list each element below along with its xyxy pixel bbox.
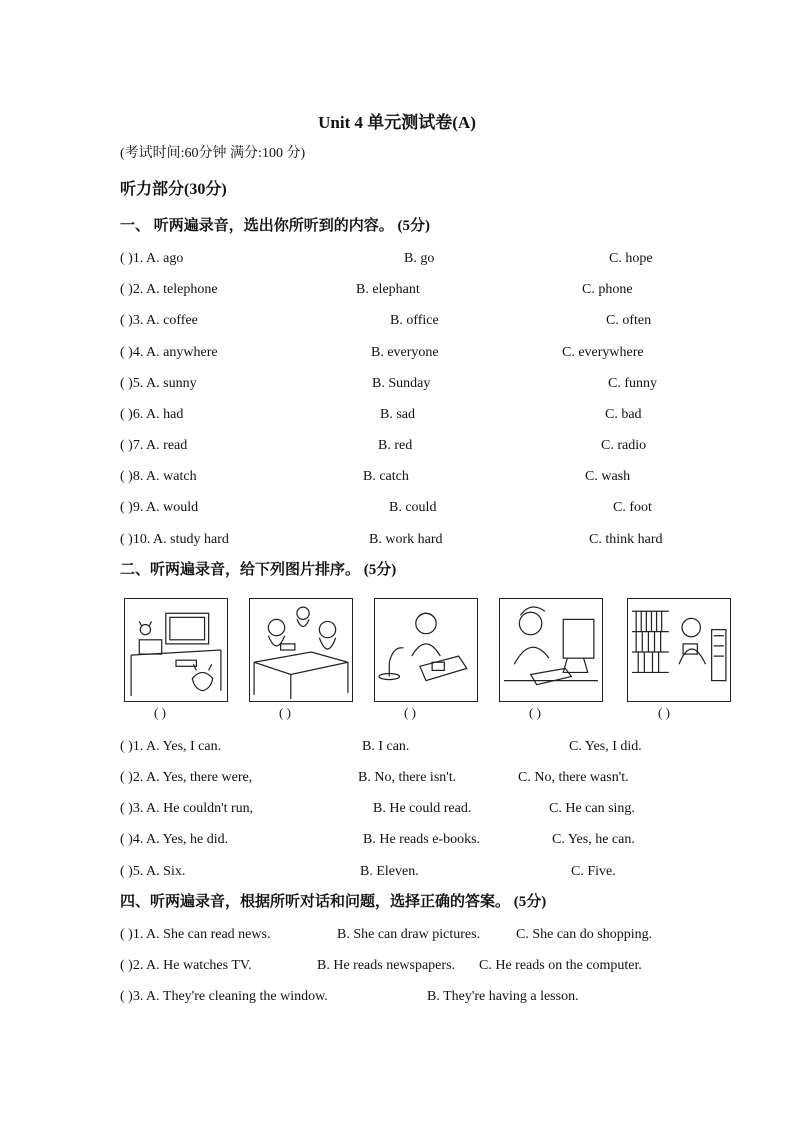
question-4-c: C. everywhere [562, 345, 644, 360]
question-9-c: C. foot [613, 500, 652, 515]
question-7-b: B. red [378, 438, 413, 453]
boy-reading-desk-picture [374, 598, 478, 702]
s3-question-1-b: B. I can. [362, 739, 410, 754]
section2-heading: 二、听两遍录音，给下列图片排序。 (5分) [120, 562, 397, 578]
question-6-b: B. sad [380, 407, 415, 422]
question-5-a: ( )5. A. sunny [120, 376, 197, 391]
question-8-c: C. wash [585, 469, 631, 484]
question-1-b: B. go [404, 251, 435, 266]
s3-question-1-a: ( )1. A. Yes, I can. [120, 739, 222, 754]
question-4-b: B. everyone [371, 345, 439, 360]
listening-heading: 听力部分(30分) [120, 181, 227, 198]
question-7-a: ( )7. A. read [120, 438, 188, 453]
question-9-b: B. could [389, 500, 437, 515]
s3-question-1-c: C. Yes, I did. [569, 739, 642, 754]
children-classroom-picture [249, 598, 353, 702]
question-1-a: ( )1. A. ago [120, 251, 184, 266]
question-2-a: ( )2. A. telephone [120, 282, 218, 297]
question-2-c: C. phone [582, 282, 633, 297]
question-10-b: B. work hard [369, 532, 443, 547]
s3-question-4-a: ( )4. A. Yes, he did. [120, 832, 229, 847]
page-title: Unit 4 单元测试卷(A) [318, 113, 476, 132]
question-1-c: C. hope [609, 251, 653, 266]
s3-question-3-b: B. He could read. [373, 801, 472, 816]
question-6-c: C. bad [605, 407, 642, 422]
picture-1-answer-blank[interactable]: ( ) [154, 705, 166, 720]
question-9-a: ( )9. A. would [120, 500, 199, 515]
question-3-b: B. office [390, 313, 439, 328]
computer-desk-cat-picture [124, 598, 228, 702]
s3-question-3-c: C. He can sing. [549, 801, 635, 816]
s4-question-3-b: B. They're having a lesson. [427, 989, 579, 1004]
question-6-a: ( )6. A. had [120, 407, 184, 422]
boy-library-picture [627, 598, 731, 702]
s4-question-3-a: ( )3. A. They're cleaning the window. [120, 989, 328, 1004]
picture-2-answer-blank[interactable]: ( ) [279, 705, 291, 720]
section1-heading: 一、 听两遍录音，选出你所听到的内容。 (5分) [120, 218, 430, 234]
question-7-c: C. radio [601, 438, 647, 453]
question-2-b: B. elephant [356, 282, 420, 297]
exam-info: (考试时间:60分钟 满分:100 分) [120, 146, 306, 161]
s3-question-2-c: C. No, there wasn't. [518, 770, 629, 785]
s3-question-5-a: ( )5. A. Six. [120, 864, 186, 879]
s3-question-2-a: ( )2. A. Yes, there were, [120, 770, 253, 785]
section4-heading: 四、听两遍录音，根据所听对话和问题，选择正确的答案。 (5分) [120, 894, 547, 910]
s3-question-5-b: B. Eleven. [360, 864, 419, 879]
s4-question-1-a: ( )1. A. She can read news. [120, 927, 271, 942]
question-8-a: ( )8. A. watch [120, 469, 197, 484]
s4-question-2-a: ( )2. A. He watches TV. [120, 958, 252, 973]
question-3-a: ( )3. A. coffee [120, 313, 198, 328]
question-8-b: B. catch [363, 469, 409, 484]
question-3-c: C. often [606, 313, 652, 328]
girl-computer-picture [499, 598, 603, 702]
question-10-c: C. think hard [589, 532, 663, 547]
s3-question-4-c: C. Yes, he can. [552, 832, 635, 847]
s3-question-2-b: B. No, there isn't. [358, 770, 457, 785]
picture-5-answer-blank[interactable]: ( ) [658, 705, 670, 720]
s3-question-5-c: C. Five. [571, 864, 616, 879]
question-10-a: ( )10. A. study hard [120, 532, 229, 547]
s3-question-3-a: ( )3. A. He couldn't run, [120, 801, 254, 816]
question-4-a: ( )4. A. anywhere [120, 345, 218, 360]
picture-3-answer-blank[interactable]: ( ) [404, 705, 416, 720]
picture-4-answer-blank[interactable]: ( ) [529, 705, 541, 720]
s4-question-1-c: C. She can do shopping. [516, 927, 653, 942]
question-5-b: B. Sunday [372, 376, 431, 391]
question-5-c: C. funny [608, 376, 657, 391]
s4-question-1-b: B. She can draw pictures. [337, 927, 481, 942]
s3-question-4-b: B. He reads e-books. [363, 832, 481, 847]
s4-question-2-b: B. He reads newspapers. [317, 958, 456, 973]
s4-question-2-c: C. He reads on the computer. [479, 958, 642, 973]
